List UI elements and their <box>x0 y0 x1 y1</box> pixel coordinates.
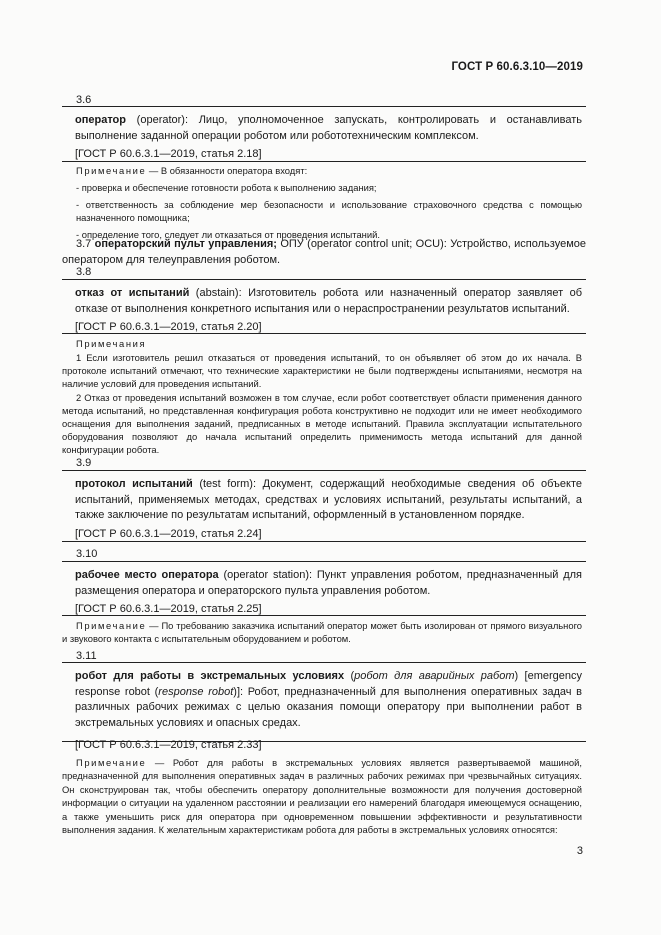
note-label: Примечание <box>76 757 147 768</box>
term-english: (abstain) <box>189 287 239 299</box>
definition-text: : Документ, содержащий необходимые сведения об объекте испытаний, применяемых методах, средствах и условиях испытаний, результаты испытаний, а также заключение по результатам испытаний, оформленный в установленном порядке. <box>75 478 582 521</box>
note-paragraph: 1 Если изготовитель решил отказаться от проведения испытаний, то он объявляет об этом до их начала. В протоколе испытаний отмечают, что технические характеристики не были подтверждены испытаниями, несмотря на наличие условий для проведения испытаний. <box>62 352 582 389</box>
note-3-11 <box>62 756 582 836</box>
source-reference: [ГОСТ Р 60.6.3.1—2019, статья 2.33] <box>75 739 262 751</box>
standard-header: ГОСТ Р 60.6.3.10—2019 <box>451 61 583 73</box>
note-3-6 <box>76 164 582 241</box>
definition-text: )]: Робот, предназначенный для выполнения оперативных задач в различных рабочих режимах с целью оказания помощи оператору при выполнении работ в экстремальных условиях и опасных средах. <box>75 685 582 729</box>
term-name: оператор <box>75 114 126 126</box>
note-label: Примечание <box>76 165 147 176</box>
term-box-3-10 <box>62 561 586 616</box>
notes-label: Примечания <box>76 338 147 349</box>
term-definition <box>62 471 586 524</box>
definition-text: : Лицо, уполномоченное запускать, контролировать и останавливать выполнение заданной операции роботом или робототехническим комплексом. <box>75 114 582 142</box>
source-reference: [ГОСТ Р 60.6.3.1—2019, статья 2.24] <box>75 527 262 540</box>
section-number: 3.6 <box>76 94 92 106</box>
definition-text: : Пункт управления роботом, предназначенный для размещения оператора и операторского пульта управления роботом. <box>75 569 582 597</box>
term-definition <box>62 280 586 317</box>
note-item: - определение того, следует ли отказаться от проведения испытаний. <box>76 229 380 240</box>
term-name: операторский пульт управления; <box>94 238 281 250</box>
term-box-3-11 <box>62 662 586 751</box>
note-text: — По требованию заказчика испытаний оператор может быть изолирован от прямого визуального и звукового контакта с испытательным оборудованием и роботом. <box>62 620 582 644</box>
definition-text: ОПУ (operator control unit; OCU): Устройство, используемое оператором для телеуправления роботом. <box>62 238 586 266</box>
definition-text: : Изготовитель робота или назначенный оператор заявляет об отказе от выполнения конкретного испытания или о нераспространении результатов испытаний. <box>75 287 583 315</box>
note-item: - ответственность за соблюдение мер безопасности и использование страховочного средства с помощью назначенного помощника; <box>76 199 582 223</box>
section-number: 3.10 <box>76 548 98 560</box>
term-english-synonym: response robot <box>158 685 234 698</box>
note-paragraph: 2 Отказ от проведения испытаний возможен в том случае, если робот соответствует области применения данного метода испытаний, но представленная конфигурация робота конструктивно не подходит или не имеет необходимого оснащения для выполнения заданий, предписанных в методе испытаний. Правила эксплуатации испытательного оборудования позволяют до начала испытаний определить применимость метода испытаний для данной конфигурации робота. <box>62 392 582 455</box>
note-label: Примечание <box>76 620 147 631</box>
term-box-3-8 <box>62 279 586 334</box>
term-name: протокол испытаний <box>75 478 193 490</box>
term-definition: робот для работы в экстремальных условиях (робот для аварийных работ) [emergency response robot (response robot)]: Робот, предназначенный для выполнения оперативных задач в различных рабочих режимах с целью оказания помощи оператору при выполнении работ в экстремальных условиях и опасных средах. <box>75 670 582 729</box>
section-number: 3.11 <box>76 650 97 662</box>
term-name: рабочее место оператора <box>75 569 219 581</box>
source-reference: [ГОСТ Р 60.6.3.1—2019, статья 2.25] <box>75 603 262 615</box>
term-box-3-6 <box>62 106 586 162</box>
note-text: — Робот для работы в экстремальных условиях является развертываемой машиной, предназначенной для выполнения оперативных задач в различных рабочих режимах при чрезвычайных ситуациях. Он сконструирован так, чтобы обеспечить оператору дополнительные возможности для получения достоверной информации о ситуации на удаленном расстоянии и реализации его намерений благодаря имеющемуся оснащению, а также уменьшить риск для оператора при одновременном повышении эффективности и результативности выполнения задания. К желательным характеристикам робота для работы в экстремальных условиях относятся: <box>62 757 582 836</box>
note-item: - проверка и обеспечение готовности робота к выполнению задания; <box>76 182 377 193</box>
source-reference: [ГОСТ Р 60.6.3.1—2019, статья 2.20] <box>75 321 262 333</box>
note-3-10 <box>62 619 582 645</box>
term-definition <box>62 107 586 144</box>
term-3-7 <box>62 237 586 268</box>
note-intro: — В обязанности оператора входят: <box>146 165 308 176</box>
term-name: отказ от испытаний <box>75 287 190 299</box>
source-reference: [ГОСТ Р 60.6.3.1—2019, статья 2.18] <box>75 148 262 160</box>
section-number: 3.8 <box>76 266 92 278</box>
term-name: робот для работы в экстремальных условиях <box>75 670 345 682</box>
term-english: (operator) <box>126 114 185 126</box>
term-english: (operator station) <box>218 569 310 581</box>
term-english: (test form) <box>192 478 253 490</box>
page-number: 3 <box>576 845 583 857</box>
term-synonym: робот для аварийных работ <box>354 670 515 682</box>
term-box-3-9 <box>62 470 586 542</box>
term-definition <box>62 562 586 599</box>
section-number: 3.9 <box>76 457 92 469</box>
section-number: 3.7 <box>76 238 92 250</box>
